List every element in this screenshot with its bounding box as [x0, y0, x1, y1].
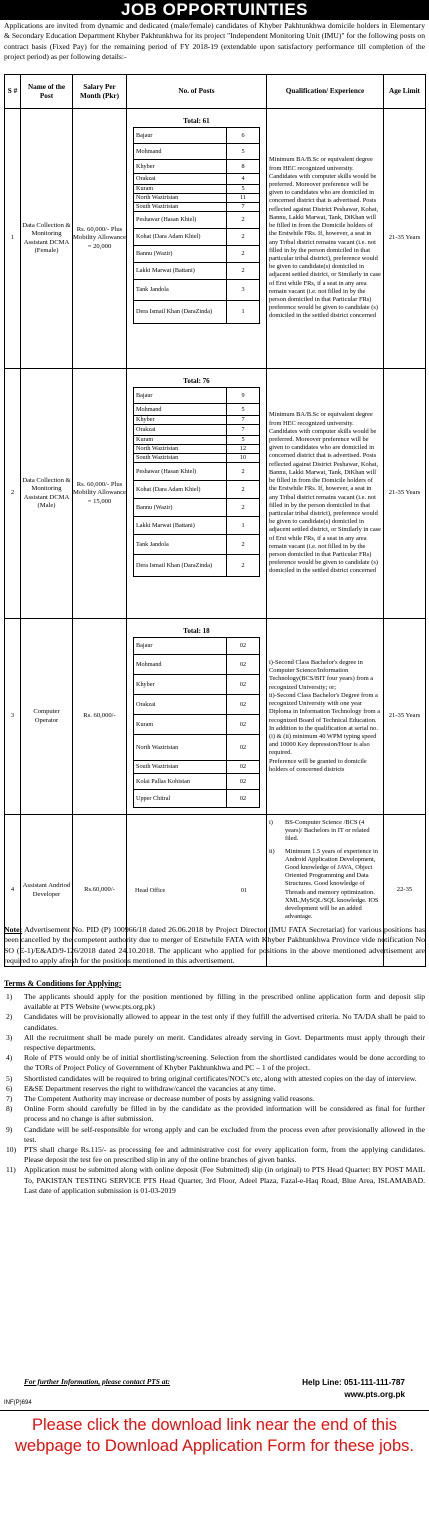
district-name: Khyber — [134, 675, 227, 695]
item-number: 1) — [6, 992, 13, 1001]
posts-total: Total: 18 — [183, 627, 210, 635]
district-posts: 5 — [227, 436, 260, 445]
district-name: Khyber — [134, 416, 227, 425]
item-text: The applicants should apply for the position mentioned by filling in the prescribed online application form and deposit slip available at PTS Website (www.pts.org.pk) — [24, 992, 425, 1012]
list-item — [4, 1074, 425, 1084]
row-post-name: Assistant Andriod Developer — [21, 815, 73, 967]
district-posts: 6 — [227, 128, 260, 144]
item-text: E&SE Department reserves the right to withdraw/cancel the vacancies at any time. — [24, 1083, 276, 1093]
item-text: Candidate will be self-responsible for wrong apply and can be excluded from the process even after provisionally allowed in the test. — [24, 1124, 425, 1144]
district-name: South Waziristan — [134, 454, 227, 463]
district-posts: 5 — [227, 144, 260, 160]
row-qualification: Minimum BA/B.Sc or equivalent degree from HEC recognized university. Candidates with computer skills would be preferred. Moreover preference will be given to candidates who are domiciled in concerned district that is advertised. Posts reflected against District Peshawar, Kohat, Bannu, Lakki Marwat, Tank, DiKhan will be filled in from the Domicile holders of the Erstwhile FRs. If, however, a seat in any Tribal district remains vacant (i.e. not filled in by the person domiciled in that particular tribal district), preference would be given to candidate(s) domiciled in adjacent settled district, or Similarly in case of Erst while FRs, if a seat in any area remain vacant (i.e. not filled in by the person domiciled in that Particular FRs) preference would be given to candidate (s) domiciled in the settled district concerned — [267, 369, 384, 619]
district-posts: 3 — [227, 280, 260, 301]
district-posts: 2 — [227, 555, 260, 577]
row-age: 21-35 Years — [384, 369, 426, 619]
item-number: 11) — [6, 1165, 16, 1175]
district-name: Orakzai — [134, 174, 227, 185]
district-name: Bannu (Wazir) — [134, 246, 227, 263]
header-name: Name of the Post — [21, 75, 73, 109]
posts-breakdown — [133, 884, 260, 898]
district-name: Kuram — [134, 715, 227, 735]
district-posts: 02 — [227, 675, 260, 695]
district-posts: 1 — [227, 517, 260, 535]
district-name: Peshawar (Hasan Khiel) — [134, 463, 227, 481]
district-posts: 2 — [227, 263, 260, 280]
district-name: Tank Jandola — [134, 280, 227, 301]
district-name: Head Office — [135, 886, 166, 894]
district-posts: 12 — [227, 445, 260, 454]
district-posts: 11 — [227, 194, 260, 203]
district-posts: 8 — [227, 160, 260, 174]
list-item — [4, 1053, 425, 1073]
item-text: All the recruitment shall be made purely on merit. Candidates already serving in Govt. Departments must apply through their respective departments. — [24, 1032, 425, 1053]
row-posts — [127, 619, 267, 815]
posts-breakdown — [133, 637, 260, 808]
item-marker: ii) — [269, 847, 275, 855]
district-posts: 2 — [227, 481, 260, 499]
district-name: Kolai Pallas Kohistan — [134, 774, 227, 790]
district-posts: 5 — [227, 404, 260, 416]
row-qualification — [267, 619, 384, 815]
district-name: Bajaur — [134, 128, 227, 144]
intro-paragraph: Applications are invited from dynamic and dedicated (male/female) candidates of Khyber Pakhtunkhwa domicile holders in Elementary & Secondary Education Department Khyber Pakhtunkhwa for its project "Independent Monitoring Unit (IMU)" for the following posts on contract basis (Fixed Pay) for the remaining period of FY 2018-19 (extendable upon satisfactory performance till completion of the project period) as per following details:- — [4, 21, 425, 62]
district-posts: 7 — [227, 416, 260, 425]
qualification-line: Preference will be granted to domicile holders of concerned districts — [269, 757, 367, 773]
header-sno: S # — [5, 75, 21, 109]
item-text: Online Form should carefully be filled in by the candidate as the provided information will be considered as final for further process and no change is after submission. — [24, 1104, 425, 1124]
district-posts: 10 — [227, 454, 260, 463]
district-posts: 02 — [227, 655, 260, 675]
contact-block — [302, 1377, 405, 1401]
row-post-name: Computer Operator — [21, 619, 73, 815]
row-salary: Rs. 60,000/- — [73, 619, 127, 815]
district-name: Bannu (Wazir) — [134, 499, 227, 517]
district-name: South Waziristan — [134, 203, 227, 212]
district-posts: 02 — [227, 735, 260, 761]
note-label: Note: — [4, 925, 23, 934]
district-posts: 02 — [227, 695, 260, 715]
posts-breakdown — [133, 387, 260, 577]
list-item — [4, 1084, 425, 1094]
row-age: 21-35 Years — [384, 109, 426, 369]
district-name: Mohmand — [134, 655, 227, 675]
qualification-line: In addition to the qualification at serial no. (i) & (ii) minimum 40 WPM typing speed and 10000 Key depression/Hour is also required. — [269, 724, 378, 757]
helpline-number: Help Line: 051-111-111-787 — [302, 1378, 405, 1387]
header-posts: No. of Posts — [127, 75, 267, 109]
table-row — [5, 109, 426, 369]
table-row — [5, 619, 426, 815]
district-name: North Waziristan — [134, 445, 227, 454]
item-number: 2) — [6, 1012, 13, 1022]
district-posts: 02 — [227, 715, 260, 735]
item-number: 10) — [6, 1145, 17, 1155]
district-name: Peshawar (Hasan Khiel) — [134, 212, 227, 229]
item-number: 3) — [6, 1032, 13, 1042]
table-row — [5, 369, 426, 619]
district-name: Bajaur — [134, 388, 227, 404]
qualification-line: i)-Second Class Bachelor's degree in Computer Science/Information Technology(BCS/BIT four years) from a recognized University; or; — [269, 659, 374, 691]
district-posts: 2 — [227, 246, 260, 263]
district-posts: 4 — [227, 174, 260, 185]
item-text: PTS shall charge Rs.115/- as processing fee and administrative cost for every application form, from the applying candidates. Please deposit the test fee on prescribed slip in any of the online branches of given banks. — [24, 1145, 425, 1165]
posts-total: Total: 61 — [183, 117, 210, 125]
note-text: Advertisement No. PID (P) 100966/18 dated 26.06.2018 by Project Director (IMU FATA Secretariat) for various positions has been cancelled by the competent authority due to merger of Erstwhile FATA with Khyber Pakhtunkhwa Province vide notification No SO (E-1)/E&AD/9-126/2018 dated 24.10.2018. The applicant who applied for positions in the above mentioned advertisement are required to apply afresh for the positions mentioned in this advertisement. — [4, 925, 425, 966]
item-number: 4) — [6, 1053, 13, 1063]
item-number: 8) — [6, 1104, 13, 1114]
list-item — [4, 1125, 425, 1145]
row-sno: 1 — [5, 109, 21, 369]
district-posts: 01 — [240, 886, 248, 894]
district-name: Bajaur — [134, 638, 227, 655]
district-posts: 02 — [227, 638, 260, 655]
list-item — [4, 1012, 425, 1032]
row-sno: 4 — [5, 815, 21, 967]
district-posts: 02 — [227, 790, 260, 808]
district-posts: 7 — [227, 203, 260, 212]
district-name: Upper Chitral — [134, 790, 227, 808]
district-name: Mohmand — [134, 404, 227, 416]
district-name: Mohmand — [134, 144, 227, 160]
district-name: Tank Jandola — [134, 535, 227, 555]
item-number: 5) — [6, 1073, 13, 1083]
district-posts: 02 — [227, 774, 260, 790]
district-name: Kuram — [134, 185, 227, 194]
qualification-item — [269, 819, 381, 844]
posts-breakdown — [133, 127, 260, 324]
district-posts: 9 — [227, 388, 260, 404]
list-item — [4, 992, 425, 1012]
district-name: Orakzai — [134, 425, 227, 436]
item-text: BS-Computer Science /BCS (4 years)/ Bachelors in IT or related filed. — [285, 819, 370, 843]
list-item — [4, 1033, 425, 1053]
item-number: 9) — [6, 1124, 13, 1134]
district-name: Kuram — [134, 436, 227, 445]
district-posts: 2 — [227, 229, 260, 246]
row-post-name: Data Collection & Monitoring Assistant DCMA (Male) — [21, 369, 73, 619]
item-text: Minimum 1.5 years of experience in Android Application Development, Good knowledge of JAVA, Object Oriented Programming and Data Structures. Good knowledge of Threads and memory optimization. XML,MySQL/SQL knowledge. IOS development will be an added advantage. — [285, 847, 379, 921]
district-posts: 5 — [227, 185, 260, 194]
row-qualification: Minimum BA/B.Sc or equivalent degree from HEC recognized university. Candidates with computer skills would be preferred. Moreover preference will be given to candidates who are domiciled in concerned district that is advertised. Posts reflected against District Peshawar, Kohat, Bannu, Lakki Marwat, Tank, DiKhan will be filled in from the Domicile holders of the Erstwhile FRs. If, however, a seat in any Tribal district remains vacant (i.e. not filled in by the person domiciled in that particular tribal district), preference would be given to candidate(s) domiciled in adjacent settled district, or Similarly in case of Erst while FRs, if a seat in any area remain vacant (i.e. not filled in by the person domiciled in that Particular FRs) preference would be given to candidate (s) domiciled in the settled district concerned — [267, 109, 384, 369]
table-header-row — [5, 75, 426, 109]
terms-heading: Terms & Conditions for Applying: — [4, 979, 122, 988]
list-item — [4, 1165, 425, 1196]
district-posts: 2 — [227, 535, 260, 555]
item-text: Application must be submitted along with online deposit (Fee Submitted) slip (in original) to PTS Head Quarter: BY POST MAIL To, PAKISTAN TESTING SERVICE PTS Head Quarter, 3rd Floor, Adeel Plaza, Fazal-e-Haq Road, Blue Area, ISLAMABAD. Last date of application submission is 01-03-2019 — [24, 1165, 425, 1195]
row-post-name: Data Collection & Monitoring Assistant DCMA (Female) — [21, 109, 73, 369]
list-item — [4, 1104, 425, 1124]
district-name: Lakki Marwat (Battani) — [134, 263, 227, 280]
footer-divider — [0, 1410, 429, 1411]
district-name: South Waziristan — [134, 761, 227, 774]
list-item — [4, 1145, 425, 1165]
terms-list — [4, 992, 425, 1196]
further-info-label: For further Information, please contact PTS at: — [24, 1377, 170, 1386]
row-age: 21-35 Years — [384, 619, 426, 815]
inf-reference: INF(P)694 — [4, 1400, 32, 1406]
district-posts: 2 — [227, 499, 260, 517]
qualification-item — [269, 848, 381, 922]
district-posts: 2 — [227, 212, 260, 229]
row-salary: Rs.60,000/- — [73, 815, 127, 967]
item-text: Shortlisted candidates will be required to bring original certificates/NOC's etc, along with attested copies on the day of interview. — [24, 1073, 417, 1083]
note-paragraph — [4, 925, 425, 967]
website-link[interactable]: www.pts.org.pk — [344, 1390, 405, 1399]
district-name: Kohat (Dara Adam Khiel) — [134, 481, 227, 499]
row-posts — [127, 109, 267, 369]
district-posts: 7 — [227, 425, 260, 436]
row-posts — [127, 369, 267, 619]
district-name: Dera Ismail Khan (DaraZinda) — [134, 555, 227, 577]
district-name: Dera Ismail Khan (DaraZinda) — [134, 301, 227, 324]
row-sno: 2 — [5, 369, 21, 619]
row-salary: Rs. 60,000/- Plus Mobility Allowance = 15,000 — [73, 369, 127, 619]
item-text: Role of PTS would only be of initial shortlisting/screening. Selection from the shortlisted candidates would be done according to the TORs of Project Policy of Government of Khyber Pakhtunkhwa and PC – 1 of the project. — [24, 1053, 425, 1073]
district-name: Lakki Marwat (Battani) — [134, 517, 227, 535]
district-posts: 02 — [227, 761, 260, 774]
download-notice: Please click the download link near the end of this webpage to Download Application Form for these jobs. — [15, 1416, 414, 1455]
item-number: 7) — [6, 1094, 13, 1104]
district-name: North Waziristan — [134, 735, 227, 761]
district-name: Khyber — [134, 160, 227, 174]
row-age: 22-35 — [384, 815, 426, 967]
posts-total: Total: 76 — [183, 377, 210, 385]
row-sno: 3 — [5, 619, 21, 815]
header-salary: Salary Per Month (Pkr) — [73, 75, 127, 109]
qualification-line: ii)-Second Class Bachelor's Degree from a recognized University with one year Diploma in Information Technology from a recognized Board of Technical Education. — [269, 691, 381, 724]
item-number: 6) — [6, 1083, 13, 1093]
page-title: JOB OPPORTUINTIES — [0, 0, 429, 20]
item-text: Candidates will be provisionally allowed to appear in the test only if they fulfill the advertised criteria. No TA/DA shall be paid to candidates. — [24, 1012, 425, 1032]
district-name: Kohat (Dara Adam Khiel) — [134, 229, 227, 246]
district-posts: 1 — [227, 301, 260, 324]
item-marker: i) — [269, 819, 273, 826]
header-qualification: Qualification/ Experience — [267, 75, 384, 109]
posts-table — [4, 74, 426, 967]
list-item — [4, 1094, 425, 1104]
district-name: Orakzai — [134, 695, 227, 715]
header-age: Age Limit — [384, 75, 426, 109]
district-posts: 2 — [227, 463, 260, 481]
item-text: The Competent Authority may increase or decrease number of posts by assigning valid reasons. — [24, 1094, 315, 1104]
row-salary: Rs. 60,000/- Plus Mobility Allowance = 20,000 — [73, 109, 127, 369]
district-name: North Waziristan — [134, 194, 227, 203]
